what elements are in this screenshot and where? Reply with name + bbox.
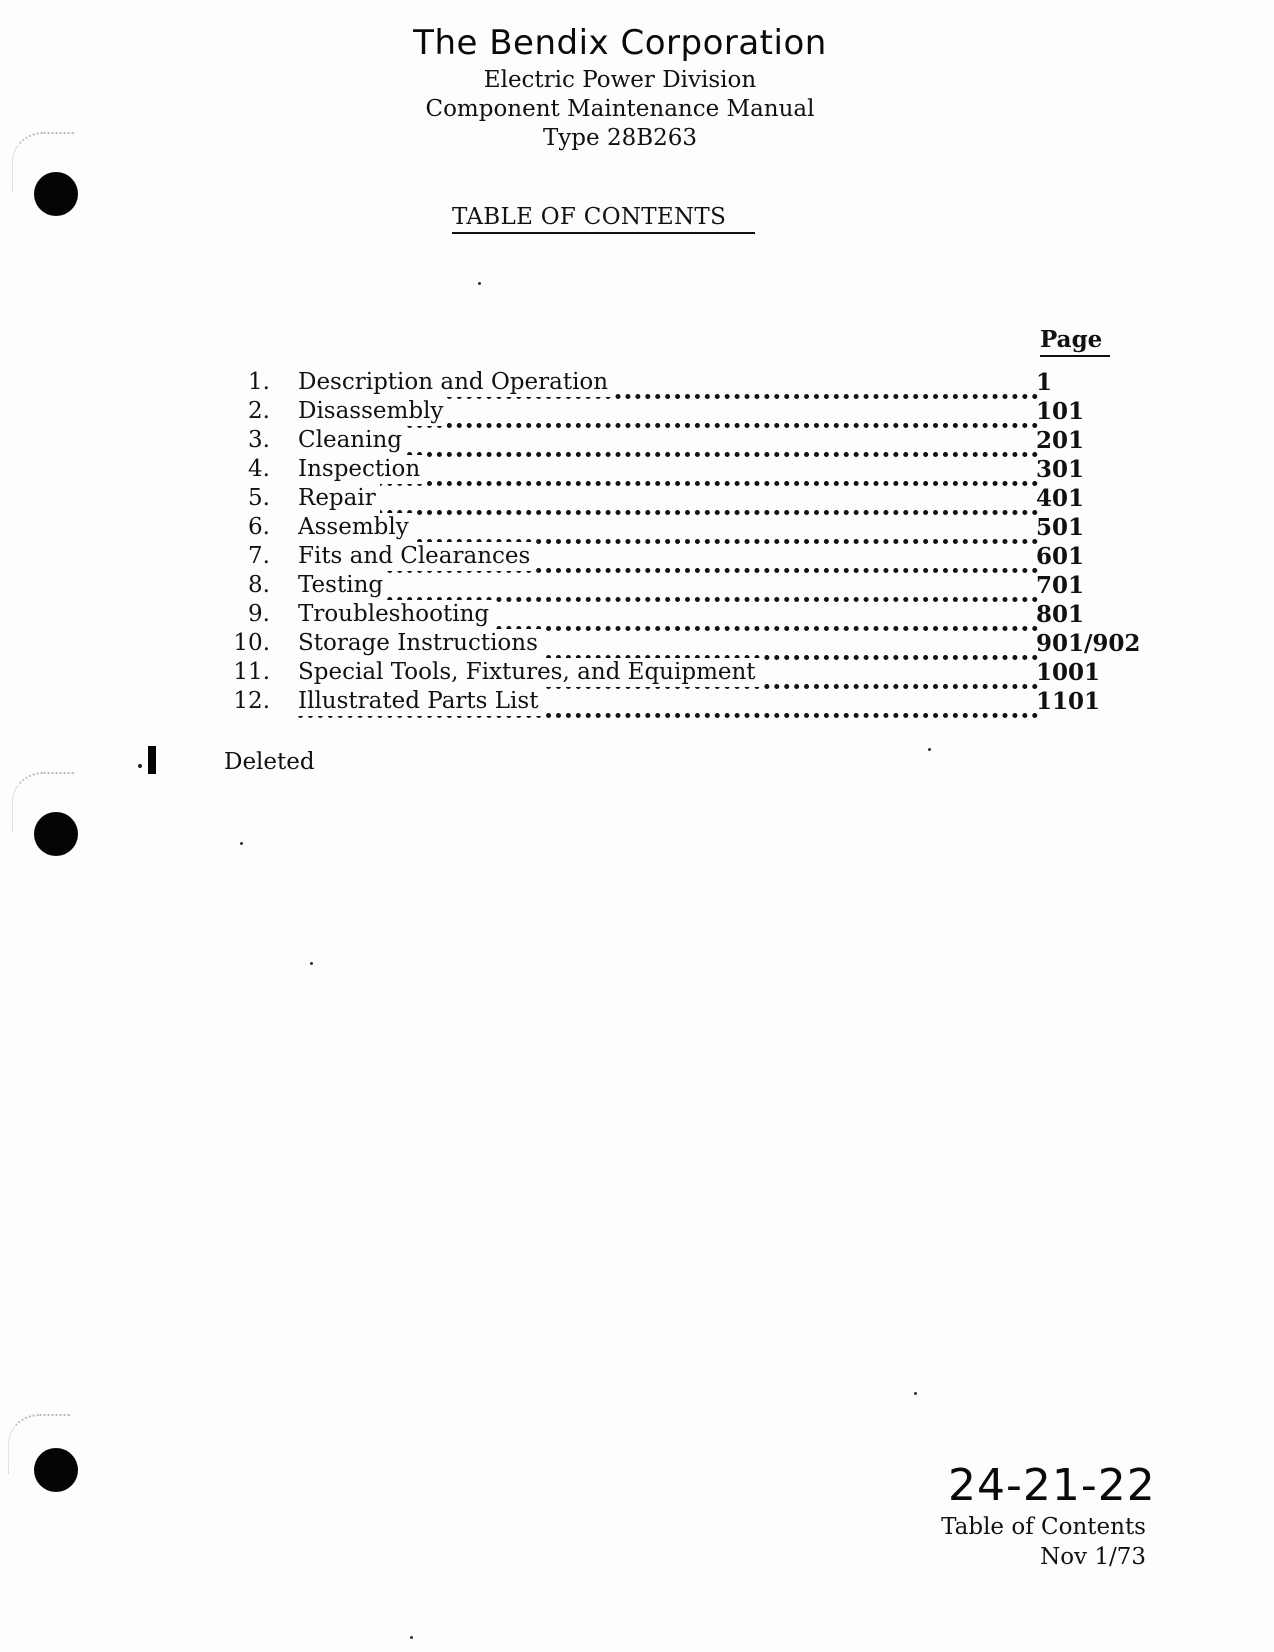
toc-entry-number: 8.: [248, 572, 270, 598]
revision-dot: [138, 764, 142, 768]
toc-entry-number: 12.: [233, 688, 270, 714]
toc-entry-page: 501: [1036, 514, 1085, 541]
toc-entry-page: 301: [1036, 456, 1085, 483]
toc-entry: [220, 629, 1160, 658]
speck: [928, 748, 931, 751]
punch-hole-middle: [34, 812, 78, 856]
toc-list: [220, 368, 1160, 716]
toc-entry: [220, 571, 1160, 600]
toc-entry-number: 10.: [233, 630, 270, 656]
dot-leader: [298, 432, 1038, 457]
toc-entry-number: 2.: [248, 398, 270, 424]
page-column-header: Page: [1040, 326, 1110, 357]
document-code: 24-21-22: [948, 1460, 1156, 1511]
toc-entry: [220, 397, 1160, 426]
toc-entry-page: 401: [1036, 485, 1085, 512]
toc-entry-number: 11.: [233, 659, 270, 685]
toc-entry-page: 101: [1036, 398, 1085, 425]
toc-entry: [220, 687, 1160, 716]
toc-entry-page: 901/902: [1036, 630, 1141, 657]
toc-entry-number: 7.: [248, 543, 270, 569]
toc-entry-label: Special Tools, Fixtures, and Equipment: [298, 658, 760, 687]
speck: [478, 282, 481, 285]
dot-leader: [298, 490, 1038, 515]
toc-entry-page: 1: [1036, 369, 1053, 396]
company-name: The Bendix Corporation: [413, 23, 827, 63]
toc-entry-label: Troubleshooting: [298, 600, 493, 629]
toc-entry: [220, 658, 1160, 687]
toc-entry: [220, 455, 1160, 484]
division-name: Electric Power Division: [483, 67, 757, 93]
toc-entry-page: 1101: [1036, 688, 1101, 715]
toc-entry: [220, 542, 1160, 571]
footer-section: Table of Contents: [941, 1514, 1146, 1540]
manual-type: Type 28B263: [542, 125, 698, 151]
speck: [240, 842, 243, 845]
revision-bar: [148, 746, 156, 774]
toc-entry-label: Cleaning: [298, 426, 406, 455]
deleted-note: Deleted: [224, 749, 315, 775]
toc-entry-number: 5.: [248, 485, 270, 511]
toc-title: TABLE OF CONTENTS: [452, 204, 755, 234]
punch-hole-top: [34, 172, 78, 216]
toc-entry-page: 701: [1036, 572, 1085, 599]
speck: [914, 1392, 917, 1395]
punch-hole-bottom: [34, 1448, 78, 1492]
toc-entry-label: Disassembly: [298, 397, 447, 426]
toc-entry-label: Description and Operation: [298, 368, 612, 397]
dot-leader: [298, 577, 1038, 602]
speck: [410, 1636, 413, 1639]
toc-entry-number: 3.: [248, 427, 270, 453]
toc-entry-number: 4.: [248, 456, 270, 482]
toc-entry: [220, 600, 1160, 629]
toc-entry-number: 1.: [248, 369, 270, 395]
toc-entry: [220, 426, 1160, 455]
toc-entry-label: Storage Instructions: [298, 629, 542, 658]
toc-entry-page: 801: [1036, 601, 1085, 628]
toc-entry-label: Testing: [298, 571, 387, 600]
toc-entry: [220, 513, 1160, 542]
toc-entry-page: 601: [1036, 543, 1085, 570]
speck: [310, 962, 313, 965]
toc-entry-page: 1001: [1036, 659, 1101, 686]
toc-entry-label: Illustrated Parts List: [298, 687, 542, 716]
toc-entry-label: Assembly: [298, 513, 413, 542]
toc-entry-label: Fits and Clearances: [298, 542, 534, 571]
toc-entry-number: 6.: [248, 514, 270, 540]
manual-title: Component Maintenance Manual: [425, 96, 815, 122]
footer-date: Nov 1/73: [1040, 1544, 1146, 1570]
toc-entry-number: 9.: [248, 601, 270, 627]
toc-entry-label: Repair: [298, 484, 380, 513]
toc-entry: [220, 368, 1160, 397]
footer-info: [926, 1512, 1146, 1572]
document-header: [360, 20, 880, 153]
toc-entry-label: Inspection: [298, 455, 424, 484]
toc-entry-page: 201: [1036, 427, 1085, 454]
toc-entry: [220, 484, 1160, 513]
